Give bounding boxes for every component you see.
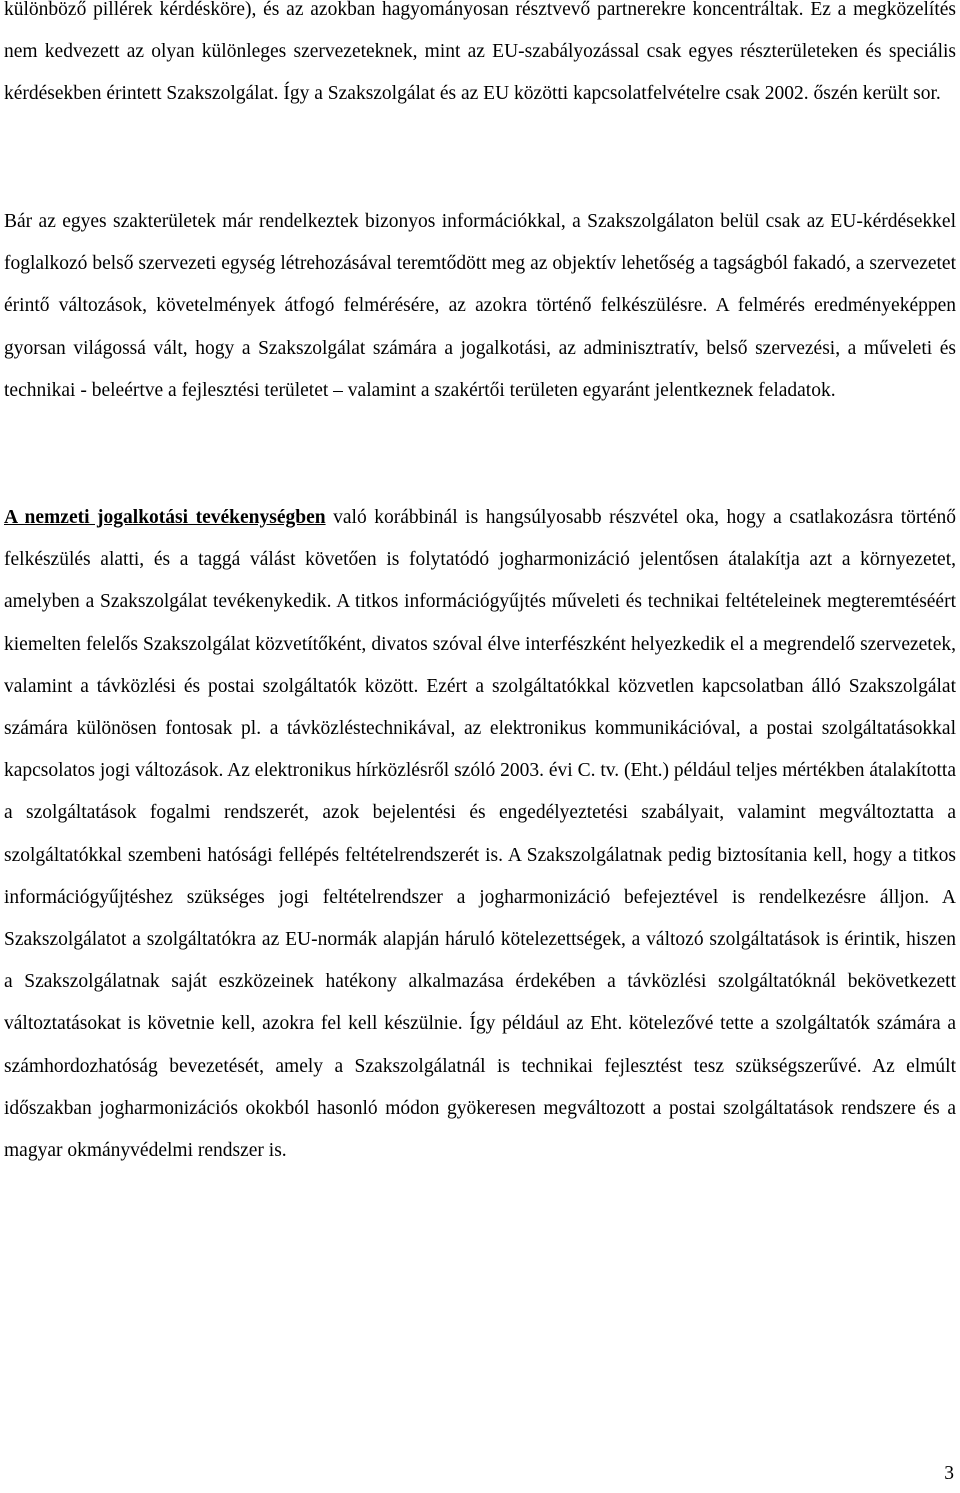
paragraph-1: különböző pillérek kérdésköre), és az azokban hagyományosan résztvevő partnerekre koncentráltak. Ez a megközelítés nem kedvezett az olyan különleges szervezeteknek, mint az EU-szabályozással csak egyes részterületeken és speciális kérdésekben érintett Szakszolgálat. Így a Szakszolgálat és az EU közötti kapcsolatfelvételre csak 2002. őszén került sor. bbox=[4, 0, 956, 105]
page-number: 3 bbox=[944, 1463, 954, 1484]
paragraph-3-body: való korábbinál is hangsúlyosabb részvétel oka, hogy a csatlakozásra történő felkészülés alatti, és a taggá válást követően is folytatódó jogharmonizáció jelentősen átalakítja azt a környezetet, amelyben a Szakszolgálat tevékenykedik. A titkos információgyűjtés műveleti és technikai feltételeinek megteremtéséért kiemelten felelős Szakszolgálat közvetítőként, divatos szóval élve interfészként helyezkedik el a megrendelő szervezetek, valamint a távközlési és postai szolgáltatók között. Ezért a szolgáltatókkal közvetlen kapcsolatban álló Szakszolgálat számára különösen fontosak pl. a távközléstechnikával, az elektronikus kommunikációval, a postai szolgáltatásokkal kapcsolatos jogi változások. Az elektronikus hírközlésről szóló 2003. évi C. tv. (Eht.) például teljes mértékben átalakította a szolgáltatások fogalmi rendszerét, azok bejelentési és engedélyeztetési szabályait, valamint megváltoztatta a szolgáltatókkal szembeni hatósági fellépés feltételrendszerét is. A Szakszolgálatnak pedig biztosítania kell, hogy a titkos információgyűjtéshez szükséges jogi feltételrendszer a jogharmonizáció befejeztével is rendelkezésre álljon. A Szakszolgálatot a szolgáltatókra az EU-normák alapján háruló kötelezettségek, a változó szolgáltatások is érintik, hiszen a Szakszolgálatnak saját eszközeinek hatékony alkalmazása érdekében a távközlési szolgáltatóknál bekövetkezett változtatásokat is követnie kell, azokra fel kell készülnie. Így például az Eht. kötelezővé tette a szolgáltatók számára a számhordozhatóság bevezetését, amely a Szakszolgálatnál is technikai fejlesztést tesz szükségszerűvé. Az elmúlt időszakban jogharmonizációs okokból hasonló módon gyökeresen megváltozott a postai szolgáltatások rendszere és a magyar okmányvédelmi rendszer is. bbox=[4, 507, 956, 1162]
paragraph-3-lead-heading: A nemzeti jogalkotási tevékenységben bbox=[4, 507, 326, 528]
paragraph-2: Bár az egyes szakterületek már rendelkeztek bizonyos információkkal, a Szakszolgálaton belül csak az EU-kérdésekkel foglalkozó belső szervezeti egység létrehozásával teremtődött meg az objektív lehetőség a tagságból fakadó, a szervezetet érintő változások, követelmények átfogó felmérésére, az azokra történő felkészülésre. A felmérés eredményeképpen gyorsan világossá vált, hogy a Szakszolgálat számára a jogalkotási, az adminisztratív, belső szervezési, a műveleti és technikai - beleértve a fejlesztési területet – valamint a szakértői területen egyaránt jelentkeznek feladatok. bbox=[4, 211, 956, 401]
paragraph-3 bbox=[4, 497, 956, 1172]
